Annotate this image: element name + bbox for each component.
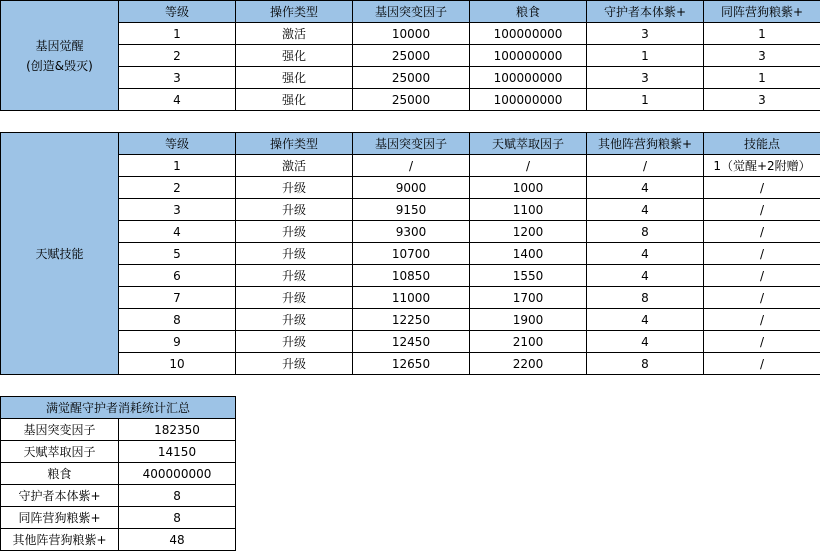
table-cell: 升级 [236,221,353,243]
table-cell: 12250 [353,309,470,331]
table-cell: 升级 [236,287,353,309]
table-cell: 100000000 [470,89,587,111]
table-cell: 9 [119,331,236,353]
table-cell: 8 [587,287,704,309]
table-cell: 4 [587,177,704,199]
summary-title: 满觉醒守护者消耗统计汇总 [1,397,236,419]
column-header: 天赋萃取因子 [470,133,587,155]
table-cell: / [704,243,820,265]
summary-value: 14150 [119,441,236,463]
table-cell: 7 [119,287,236,309]
table-cell: 强化 [236,67,353,89]
table-cell: 2 [119,45,236,67]
table-cell: 100000000 [470,23,587,45]
table-cell: 1000 [470,177,587,199]
table-cell: 3 [587,67,704,89]
column-header: 守护者本体紫+ [587,1,704,23]
table-cell: 10 [119,353,236,375]
summary-value: 400000000 [119,463,236,485]
column-header: 同阵营狗粮紫+ [704,1,820,23]
table-cell: 10700 [353,243,470,265]
table-row [1,353,820,375]
section-label-line1: 基因觉醒 [35,38,84,53]
table-cell: / [704,199,820,221]
section-label-talent-skill: 天赋技能 [1,133,119,375]
table-cell: 1 [587,89,704,111]
table-row [1,265,820,287]
table-cell: 1400 [470,243,587,265]
table-cell: 激活 [236,23,353,45]
table-cell: 3 [704,45,820,67]
table-cell: 25000 [353,45,470,67]
table-cell: 3 [119,67,236,89]
table-row [1,23,820,45]
table-cell: / [353,155,470,177]
table-cell: 1 [704,23,820,45]
table-cell: 1900 [470,309,587,331]
table-cell: 升级 [236,265,353,287]
table-cell: 9150 [353,199,470,221]
table-cell: 12650 [353,353,470,375]
table-cell: 3 [704,89,820,111]
table-cell: 25000 [353,89,470,111]
table-cell: 激活 [236,155,353,177]
table-cell: / [470,155,587,177]
table-cell: / [587,155,704,177]
summary-label: 其他阵营狗粮紫+ [1,529,119,551]
summary-label: 守护者本体紫+ [1,485,119,507]
table-cell: 8 [587,353,704,375]
table-row [1,1,820,23]
table-cell: 1 [704,67,820,89]
table-row [1,309,820,331]
table-cell: / [704,331,820,353]
table-cell: 1 [587,45,704,67]
table-cell: 升级 [236,353,353,375]
table-row [1,133,820,155]
column-header: 基因突变因子 [353,133,470,155]
summary-value: 8 [119,485,236,507]
table-row [1,243,820,265]
summary-label: 天赋萃取因子 [1,441,119,463]
table-row [1,397,236,419]
table-cell: 强化 [236,89,353,111]
summary-label: 同阵营狗粮紫+ [1,507,119,529]
table-row [1,507,236,529]
table-cell: 10000 [353,23,470,45]
column-header: 等级 [119,1,236,23]
table-cell: 5 [119,243,236,265]
table-cell: / [704,353,820,375]
table-row [1,287,820,309]
table-row [1,221,820,243]
table-cell: / [704,309,820,331]
table-row [1,89,820,111]
table-cell: 9300 [353,221,470,243]
table-row [1,463,236,485]
table-cell: 12450 [353,331,470,353]
table-cell: 25000 [353,67,470,89]
table-cell: 4 [587,309,704,331]
table-cell: 升级 [236,243,353,265]
table-cell: 1 [119,155,236,177]
table-cell: 6 [119,265,236,287]
table-cell: 升级 [236,331,353,353]
table-cell: 升级 [236,199,353,221]
table-cell: 1200 [470,221,587,243]
table-cell: 1700 [470,287,587,309]
table-cell: 100000000 [470,67,587,89]
table-row [1,67,820,89]
table-row [1,485,236,507]
column-header: 粮食 [470,1,587,23]
table-cell: 1（觉醒+2附赠） [704,155,820,177]
table-cell: 升级 [236,309,353,331]
table-cell: 1 [119,23,236,45]
table-cell: 4 [587,243,704,265]
talent-skill-table [0,132,820,375]
table-cell: 4 [587,199,704,221]
table-row [1,45,820,67]
section-label-line2: (创造&毁灭) [26,58,93,73]
table-row [1,529,236,551]
column-header: 操作类型 [236,133,353,155]
column-header: 基因突变因子 [353,1,470,23]
table-cell: / [704,177,820,199]
table-cell: 2100 [470,331,587,353]
summary-value: 48 [119,529,236,551]
table-cell: 4 [119,221,236,243]
table-cell: 3 [119,199,236,221]
summary-value: 182350 [119,419,236,441]
summary-label: 粮食 [1,463,119,485]
column-header: 技能点 [704,133,820,155]
table-cell: 1550 [470,265,587,287]
table-cell: / [704,221,820,243]
table-cell: 8 [587,221,704,243]
summary-table [0,396,236,551]
table-cell: 4 [587,331,704,353]
summary-label: 基因突变因子 [1,419,119,441]
gene-awakening-table [0,0,820,111]
table-cell: 3 [587,23,704,45]
table-cell: 10850 [353,265,470,287]
column-header: 操作类型 [236,1,353,23]
table-cell: 2 [119,177,236,199]
table-cell: 升级 [236,177,353,199]
summary-value: 8 [119,507,236,529]
table-cell: 9000 [353,177,470,199]
column-header: 其他阵营狗粮紫+ [587,133,704,155]
column-header: 等级 [119,133,236,155]
table-cell: 1100 [470,199,587,221]
table-cell: 4 [587,265,704,287]
table-row [1,155,820,177]
table-cell: 100000000 [470,45,587,67]
table-row [1,419,236,441]
section-label-gene-awakening [1,1,119,111]
table-row [1,177,820,199]
table-cell: / [704,265,820,287]
table-cell: 2200 [470,353,587,375]
table-cell: 8 [119,309,236,331]
table-cell: 强化 [236,45,353,67]
table-cell: / [704,287,820,309]
table-row [1,331,820,353]
table-row [1,441,236,463]
table-row [1,199,820,221]
table-cell: 4 [119,89,236,111]
table-cell: 11000 [353,287,470,309]
